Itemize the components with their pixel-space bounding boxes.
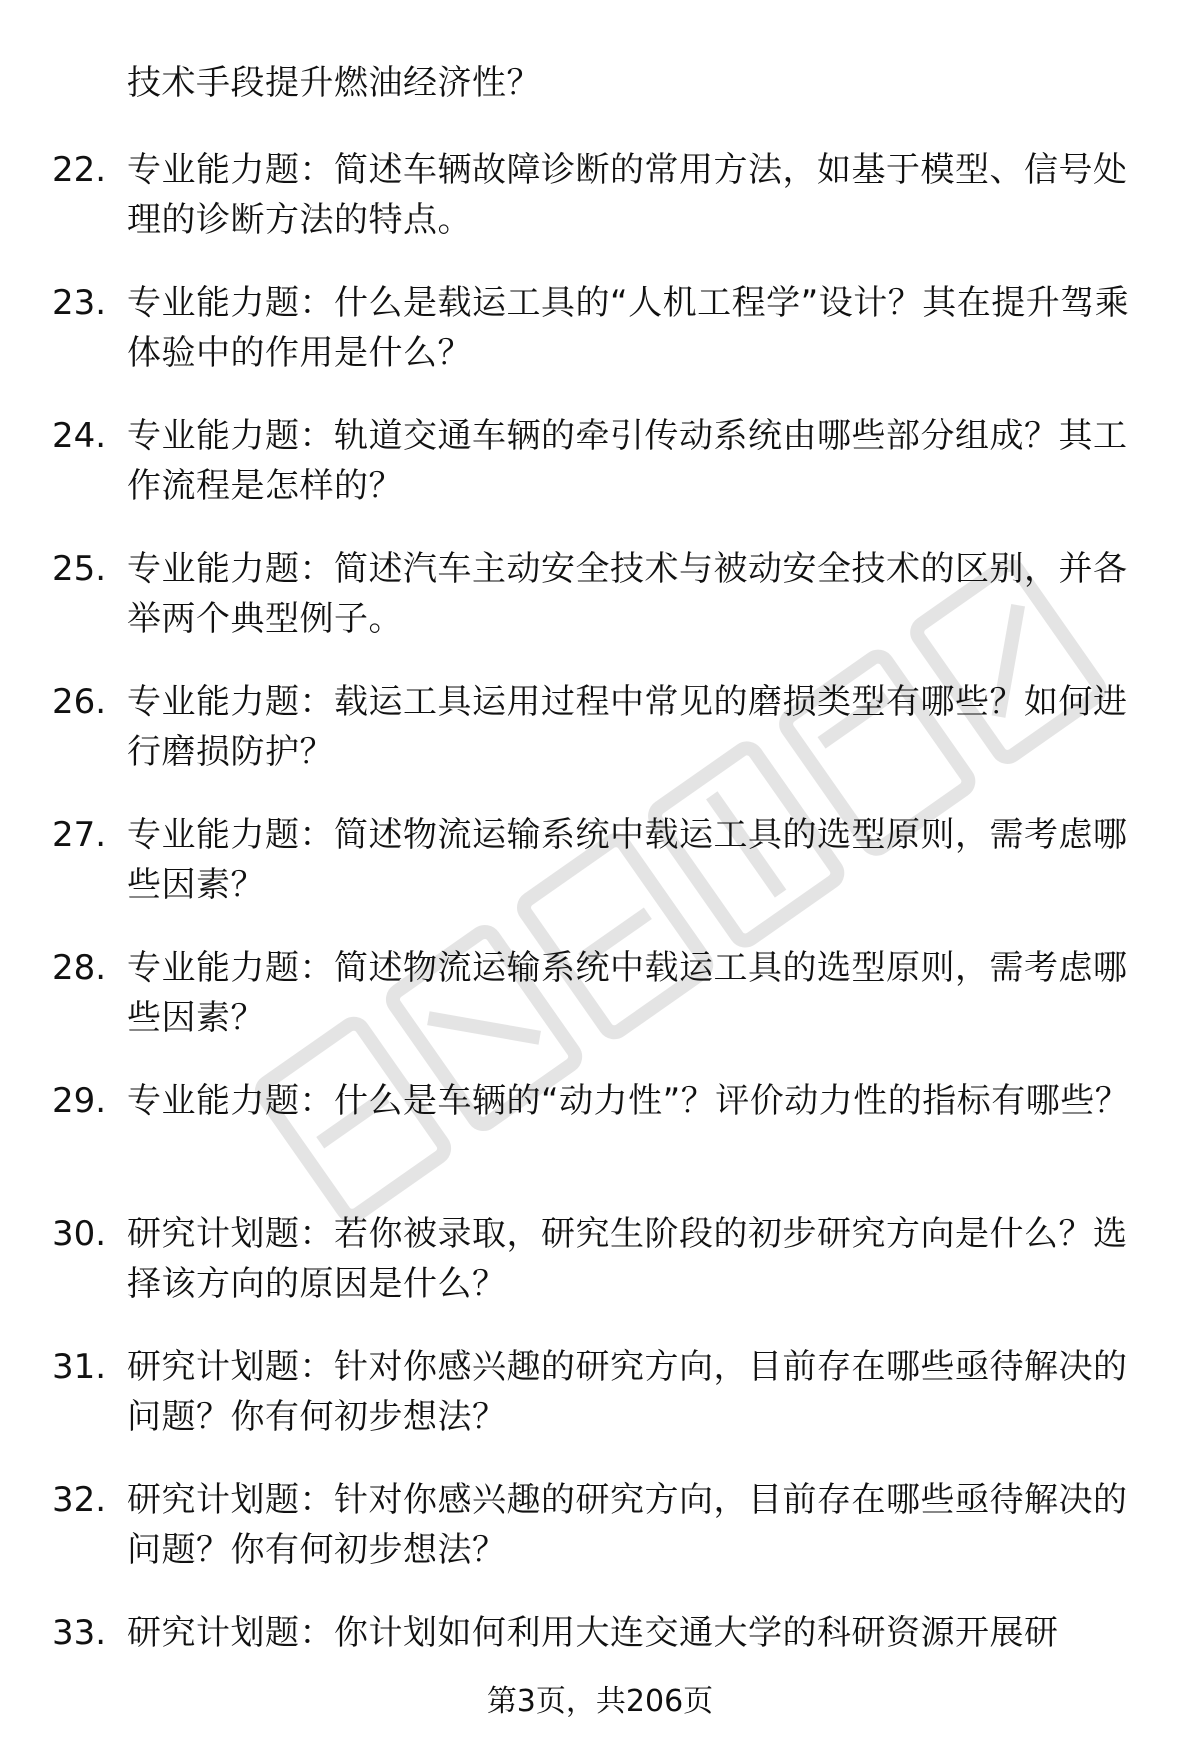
question-item (0, 1342, 1200, 1475)
question-item (0, 145, 1200, 278)
question-list (0, 145, 1200, 1741)
question-number: 23. (52, 283, 107, 323)
question-item (0, 544, 1200, 677)
question-text: 研究计划题：你计划如何利用大连交通大学的科研资源开展研 (127, 1613, 1059, 1653)
continuation-text: 技术手段提升燃油经济性？ (127, 63, 541, 103)
question-text: 研究计划题：针对你感兴趣的研究方向，目前存在哪些亟待解决的问题？你有何初步想法？ (127, 1480, 1128, 1570)
question-text: 专业能力题：简述车辆故障诊断的常用方法，如基于模型、信号处理的诊断方法的特点。 (127, 150, 1128, 240)
question-text: 专业能力题：简述物流运输系统中载运工具的选型原则，需考虑哪些因素？ (127, 815, 1128, 905)
question-item (0, 677, 1200, 810)
question-item (0, 278, 1200, 411)
question-number: 30. (52, 1214, 107, 1254)
question-number: 29. (52, 1081, 107, 1121)
question-number: 25. (52, 549, 107, 589)
question-item (0, 810, 1200, 943)
question-number: 26. (52, 682, 107, 722)
question-text: 专业能力题：简述物流运输系统中载运工具的选型原则，需考虑哪些因素？ (127, 948, 1128, 1038)
question-text: 专业能力题：轨道交通车辆的牵引传动系统由哪些部分组成？其工作流程是怎样的？ (127, 416, 1128, 506)
question-number: 27. (52, 815, 107, 855)
question-number: 24. (52, 416, 107, 456)
question-number: 32. (52, 1480, 107, 1520)
page-number-footer: 第3页，共206页 (486, 1684, 714, 1719)
question-text: 研究计划题：针对你感兴趣的研究方向，目前存在哪些亟待解决的问题？你有何初步想法？ (127, 1347, 1128, 1437)
question-number: 31. (52, 1347, 107, 1387)
question-item (0, 943, 1200, 1076)
question-item (0, 1076, 1200, 1209)
question-item (0, 1209, 1200, 1342)
question-text: 专业能力题：载运工具运用过程中常见的磨损类型有哪些？如何进行磨损防护？ (127, 682, 1128, 772)
question-number: 28. (52, 948, 107, 988)
question-item (0, 1475, 1200, 1608)
question-text: 专业能力题：什么是载运工具的“人机工程学”设计？其在提升驾乘体验中的作用是什么？ (127, 283, 1130, 373)
question-text: 专业能力题：简述汽车主动安全技术与被动安全技术的区别，并各举两个典型例子。 (127, 549, 1128, 639)
question-number: 33. (52, 1613, 107, 1653)
question-text: 专业能力题：什么是车辆的“动力性”？评价动力性的指标有哪些？ (127, 1081, 1130, 1121)
question-text: 研究计划题：若你被录取，研究生阶段的初步研究方向是什么？选择该方向的原因是什么？ (127, 1214, 1128, 1304)
question-number: 22. (52, 150, 107, 190)
question-item (0, 411, 1200, 544)
